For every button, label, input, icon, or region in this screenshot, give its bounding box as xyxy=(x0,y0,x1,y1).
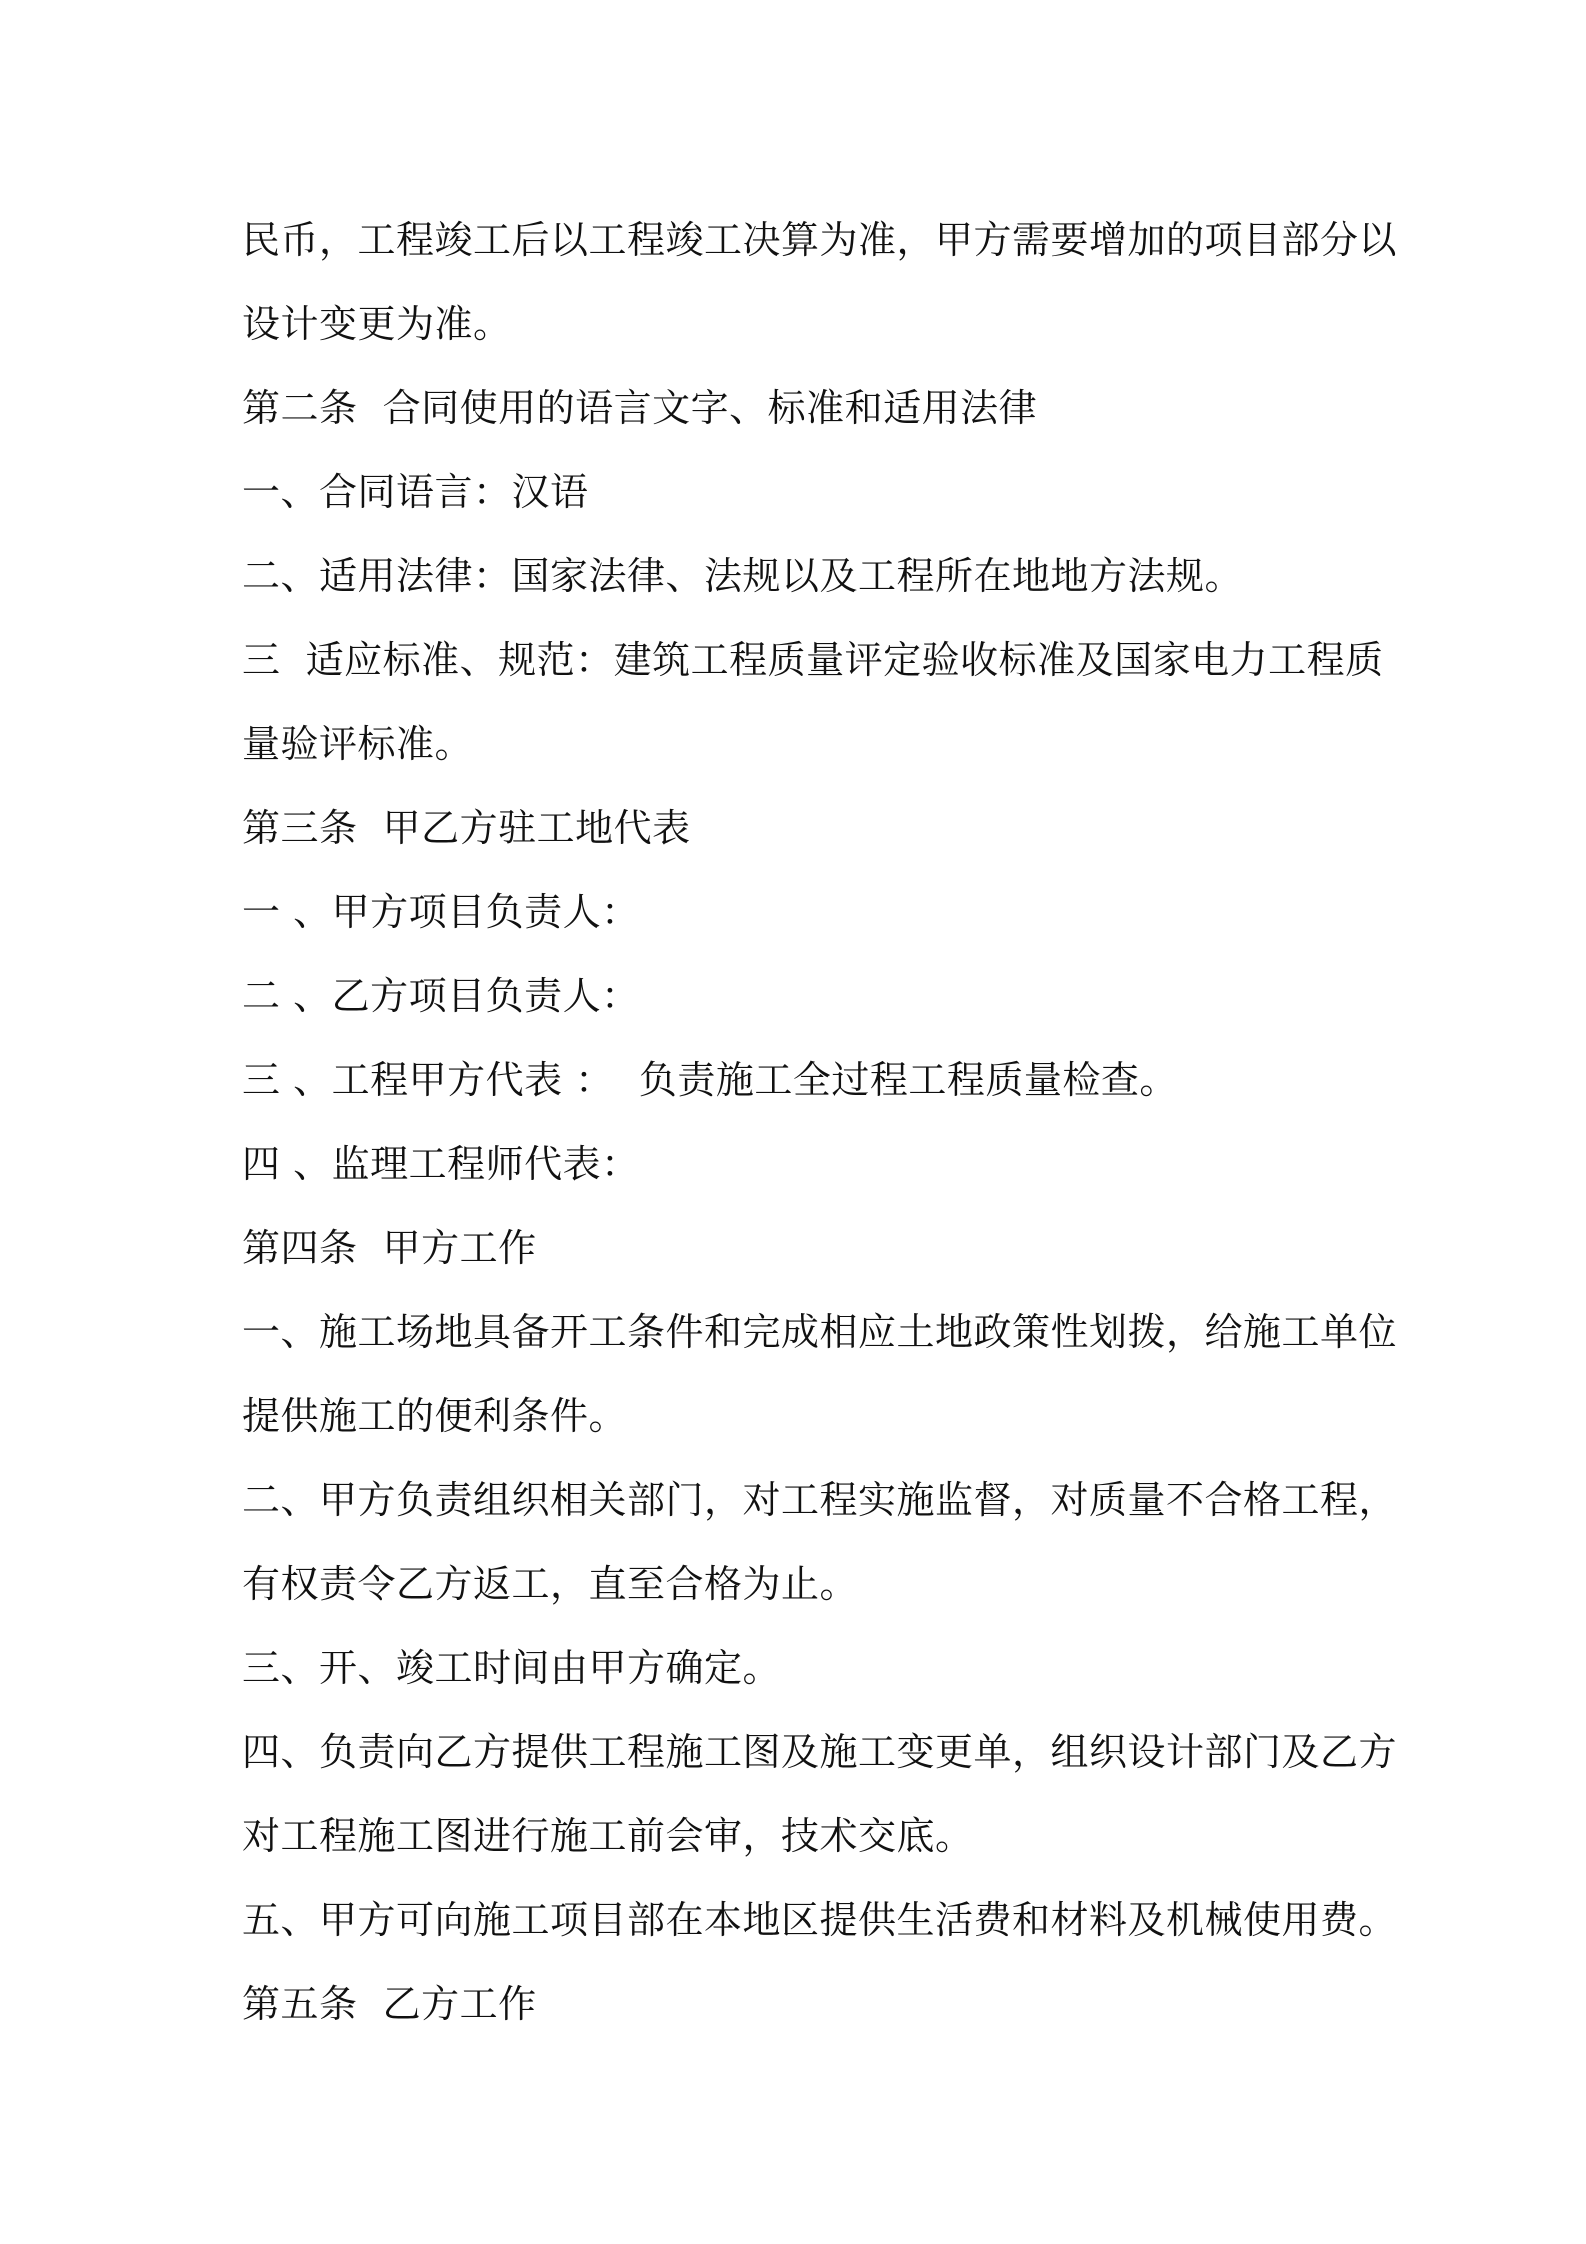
text-line: 有权责令乙方返工，直至合格为止。 xyxy=(242,1562,859,1606)
text-line: 五、甲方可向施工项目部在本地区提供生活费和材料及机械使用费。 xyxy=(242,1898,1398,1942)
text-line: 三、开、竣工时间由甲方确定。 xyxy=(242,1646,782,1690)
article-heading: 第二条 合同使用的语言文字、标准和适用法律 xyxy=(242,386,1038,430)
text-line: 一 、甲方项目负责人： xyxy=(242,890,640,934)
text-line: 三 适应标准、规范：建筑工程质量评定验收标准及国家电力工程质 xyxy=(242,638,1384,682)
article-heading: 第三条 甲乙方驻工地代表 xyxy=(242,806,691,850)
article-heading: 第四条 甲方工作 xyxy=(242,1226,537,1270)
text-line: 量验评标准。 xyxy=(242,722,474,766)
document-body xyxy=(242,198,1398,2046)
text-line: 二、甲方负责组织相关部门，对工程实施监督，对质量不合格工程， xyxy=(242,1478,1398,1522)
text-line: 民币，工程竣工后以工程竣工决算为准，甲方需要增加的项目部分以 xyxy=(242,218,1398,262)
text-line: 二、适用法律：国家法律、法规以及工程所在地地方法规。 xyxy=(242,554,1244,598)
text-line: 四、负责向乙方提供工程施工图及施工变更单，组织设计部门及乙方 xyxy=(242,1730,1398,1774)
text-line: 二 、乙方项目负责人： xyxy=(242,974,640,1018)
text-line: 对工程施工图进行施工前会审，技术交底。 xyxy=(242,1814,974,1858)
text-line: 一、施工场地具备开工条件和完成相应土地政策性划拨，给施工单位 xyxy=(242,1310,1398,1354)
text-line: 四 、监理工程师代表： xyxy=(242,1142,640,1186)
article-heading: 第五条 乙方工作 xyxy=(242,1982,537,2026)
text-line: 三 、工程甲方代表 ： 负责施工全过程工程质量检查。 xyxy=(242,1058,1178,1102)
text-line: 一、合同语言：汉语 xyxy=(242,470,589,514)
text-line: 设计变更为准。 xyxy=(242,302,512,346)
text-line: 提供施工的便利条件。 xyxy=(242,1394,628,1438)
